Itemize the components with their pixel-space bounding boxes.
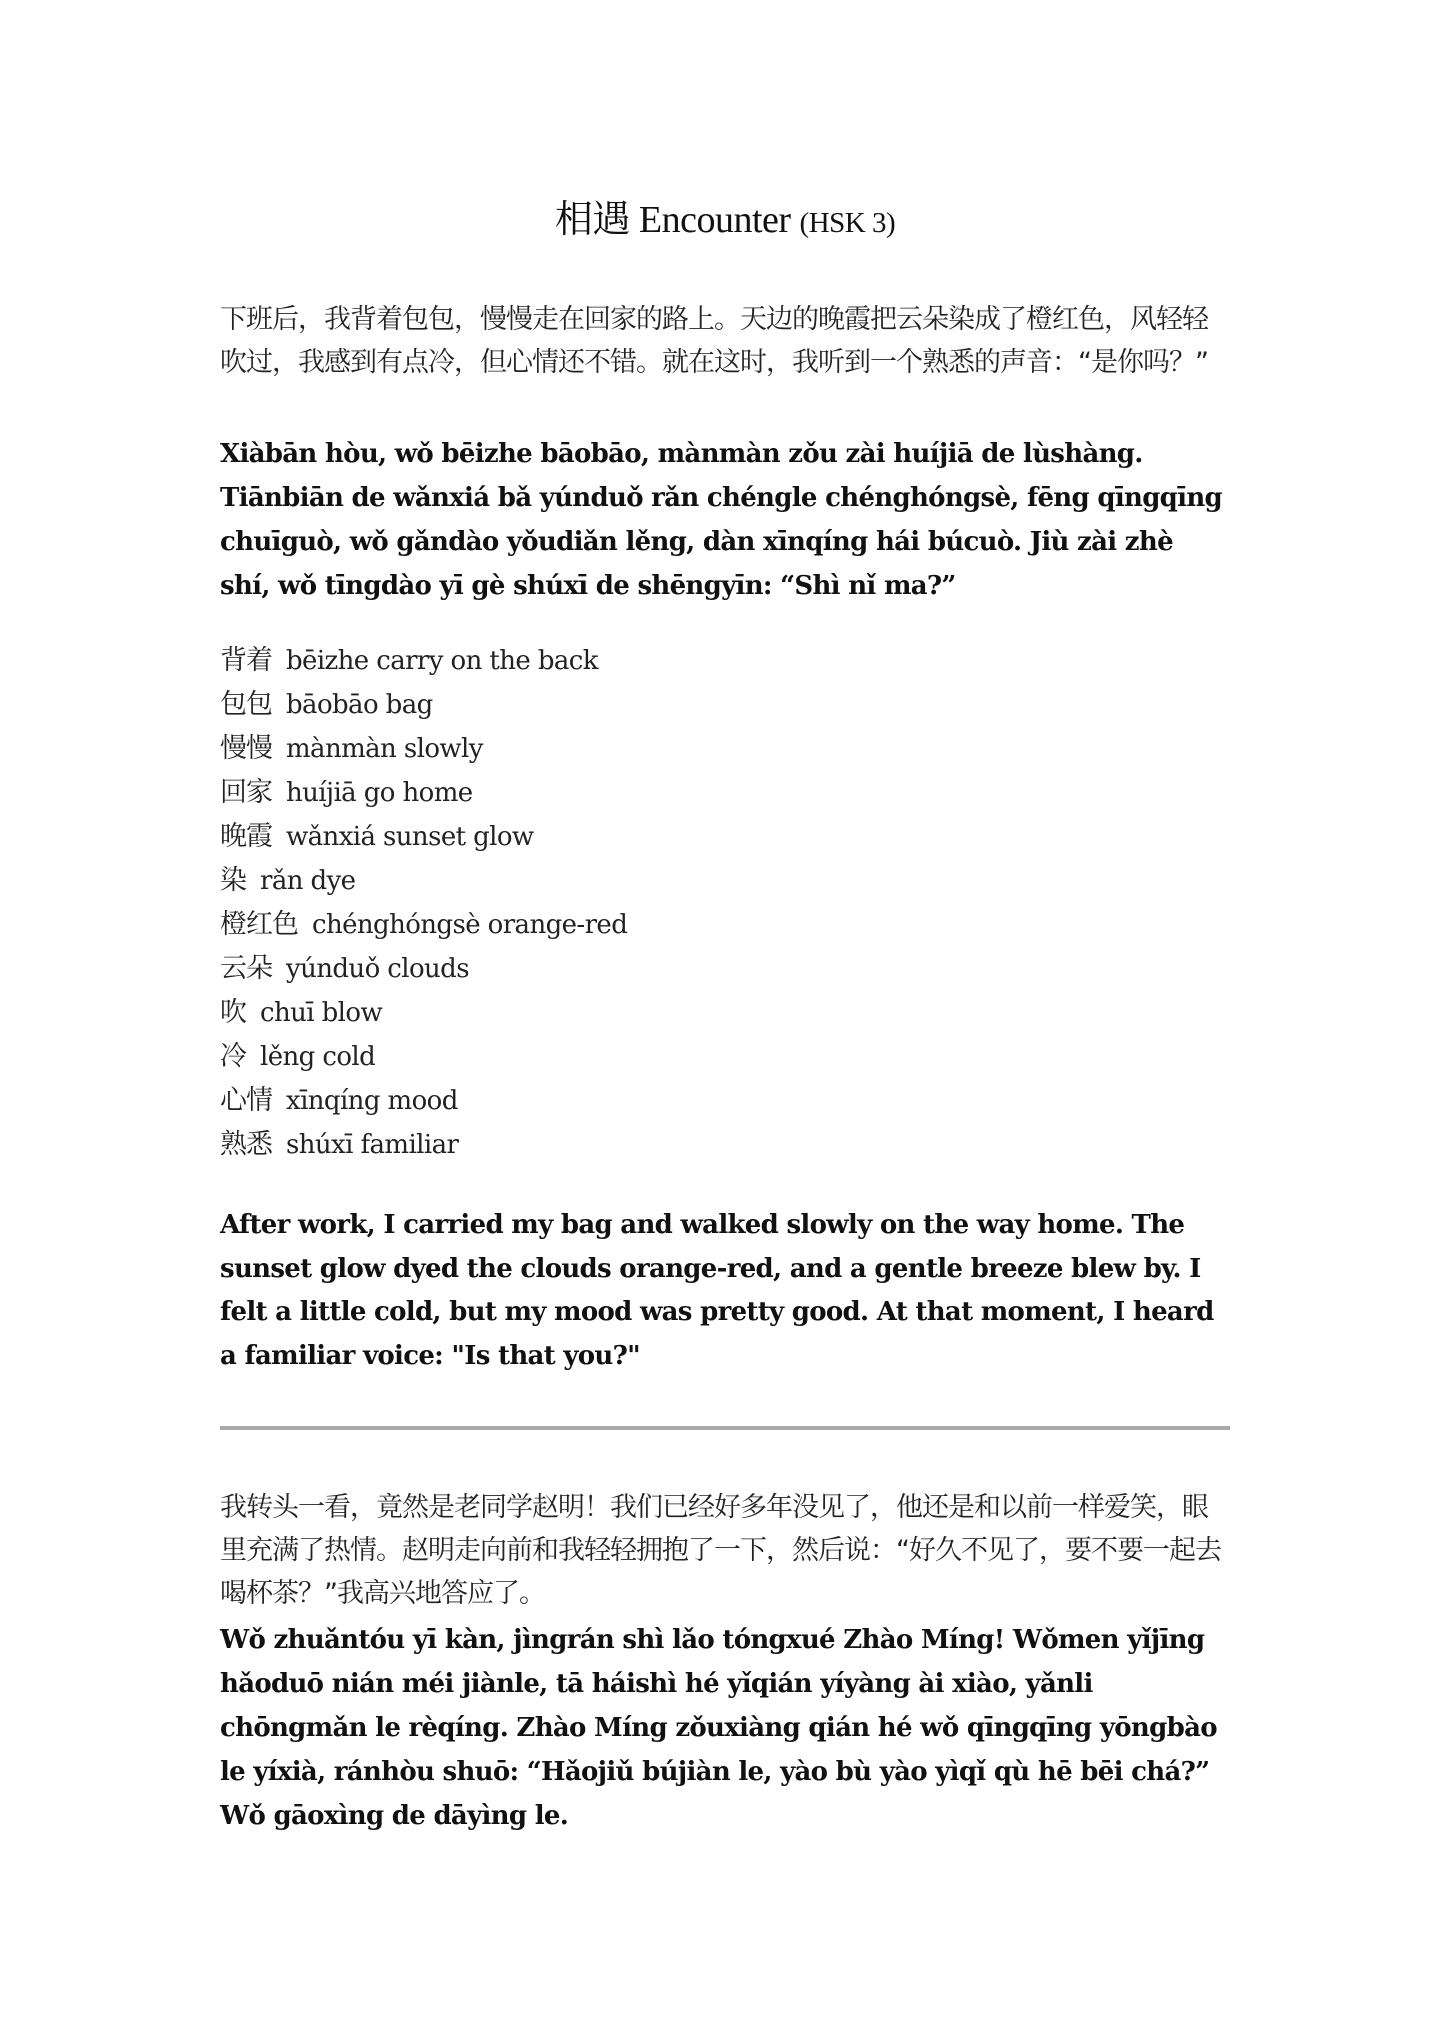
vocab-item: [220, 990, 1230, 1034]
vocab-hanzi: 包包: [220, 689, 272, 720]
title-main: 相遇 Encounter: [554, 199, 800, 241]
vocab-gloss: mànmàn slowly: [286, 734, 483, 764]
vocab-item: [220, 1034, 1230, 1078]
vocab-item: [220, 814, 1230, 858]
vocab-gloss: chénghóngsè orange-red: [312, 910, 628, 940]
vocabulary-list: [220, 638, 1230, 1166]
vocab-item: [220, 682, 1230, 726]
title-level: (HSK 3): [799, 207, 896, 239]
vocab-item: [220, 902, 1230, 946]
vocab-gloss: huíjiā go home: [286, 778, 473, 808]
section1-chinese-paragraph: 下班后，我背着包包，慢慢走在回家的路上。天边的晚霞把云朵染成了橙红色，风轻轻吹过，我感到有点冷，但心情还不错。就在这时，我听到一个熟悉的声音：“是你吗？”: [220, 304, 1208, 378]
vocab-hanzi: 回家: [220, 777, 272, 808]
vocab-hanzi: 慢慢: [220, 733, 272, 764]
vocab-item: [220, 638, 1230, 682]
vocab-hanzi: 吹: [220, 997, 246, 1028]
vocab-hanzi: 橙红色: [220, 909, 298, 940]
vocab-hanzi: 染: [220, 865, 246, 896]
section1-english-translation: After work, I carried my bag and walked slowly on the way home. The sunset glow dyed the clouds orange-red, and a gentle breeze blew by. I felt a little cold, but my mood was pretty good. At that moment, I heard a familiar voice: "Is that you?": [220, 1210, 1214, 1371]
page-title: [220, 196, 1230, 247]
vocab-hanzi: 晚霞: [220, 821, 272, 852]
vocab-gloss: shúxī familiar: [286, 1130, 459, 1160]
vocab-gloss: wǎnxiá sunset glow: [286, 822, 534, 852]
vocab-item: [220, 1078, 1230, 1122]
vocab-hanzi: 熟悉: [220, 1129, 272, 1160]
vocab-item: [220, 858, 1230, 902]
vocab-item: [220, 726, 1230, 770]
vocab-gloss: bāobāo bag: [286, 690, 433, 720]
vocab-gloss: rǎn dye: [260, 866, 356, 896]
vocab-gloss: chuī blow: [260, 998, 383, 1028]
vocab-hanzi: 背着: [220, 645, 272, 676]
vocab-gloss: xīnqíng mood: [286, 1086, 458, 1116]
vocab-item: [220, 770, 1230, 814]
vocab-item: [220, 946, 1230, 990]
section1-pinyin-paragraph: Xiàbān hòu, wǒ bēizhe bāobāo, mànmàn zǒu zài huíjiā de lùshàng. Tiānbiān de wǎnxiá bǎ yúnduǒ rǎn chéngle chénghóngsè, fēng qīngqīng chuīguò, wǒ gǎndào yǒudiǎn lěng, dàn xīnqíng hái búcuò. Jiù zài zhè shí, wǒ tīngdào yī gè shúxī de shēngyīn: “Shì nǐ ma?”: [220, 439, 1223, 601]
section2-pinyin-paragraph: Wǒ zhuǎntóu yī kàn, jìngrán shì lǎo tóngxué Zhào Míng! Wǒmen yǐjīng hǎoduō nián méi jiànle, tā háishì hé yǐqián yíyàng ài xiào, yǎnli chōngmǎn le rèqíng. Zhào Míng zǒuxiàng qián hé wǒ qīngqīng yōngbào le yíxià, ránhòu shuō: “Hǎojiǔ bújiàn le, yào bù yào yìqǐ qù hē bēi chá?” Wǒ gāoxìng de dāyìng le.: [220, 1625, 1217, 1831]
vocab-hanzi: 云朵: [220, 953, 272, 984]
vocab-gloss: yúnduǒ clouds: [286, 954, 469, 984]
section2-chinese-paragraph: 我转头一看，竟然是老同学赵明！我们已经好多年没见了，他还是和以前一样爱笑，眼里充满了热情。赵明走向前和我轻轻拥抱了一下，然后说：“好久不见了，要不要一起去喝杯茶？”我高兴地答应了。: [220, 1492, 1221, 1609]
vocab-hanzi: 冷: [220, 1041, 246, 1072]
vocab-hanzi: 心情: [220, 1085, 272, 1116]
section-divider: [220, 1426, 1230, 1430]
vocab-item: [220, 1122, 1230, 1166]
vocab-gloss: bēizhe carry on the back: [286, 646, 598, 676]
vocab-gloss: lěng cold: [260, 1042, 376, 1072]
